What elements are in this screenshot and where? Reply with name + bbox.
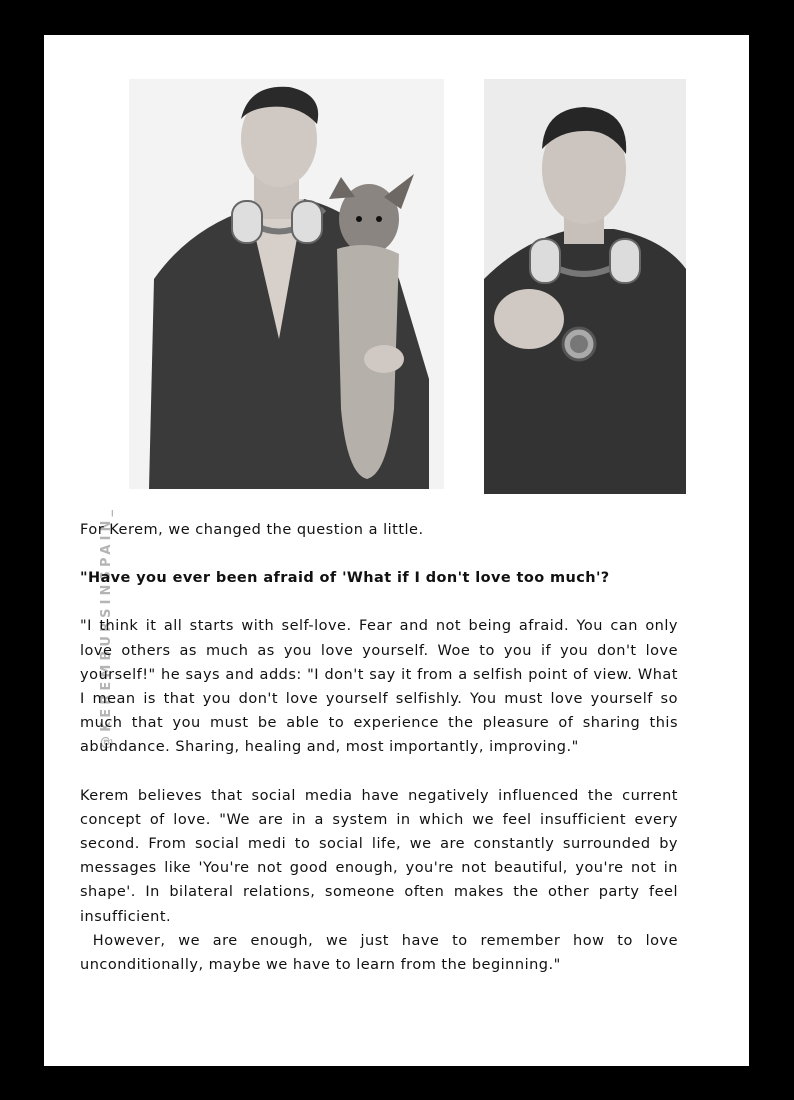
article-body	[80, 505, 684, 977]
article-paragraph-3: However, we are enough, we just have to remember how to love unconditionally, maybe we have to learn from the beginning."	[80, 932, 684, 974]
article-intro: For Kerem, we changed the question a little.	[80, 522, 424, 538]
magazine-page	[44, 35, 749, 1066]
article-paragraph-1: "I think it all starts with self-love. Fear and not being afraid. You can only love others as much as you love yourself. Woe to you if you don't love yourself!" he says and adds: "I don't say it from a selfish point of view. What I mean is that you don't love yourself selfishly. You must love yourself so much that you must be able to experience the pleasure of sharing this abundance. Sharing, healing and, most importantly, improving."	[80, 618, 678, 756]
photo-man-with-dog-image	[129, 79, 444, 489]
photo-man-with-watch-image	[484, 79, 686, 494]
photo-man-with-watch	[484, 79, 686, 494]
article-paragraph-2: Kerem believes that social media have negatively influenced the current concept of love. "We are in a system in which we feel insufficient every second. From social medi to social life, we are constantly surrounded by messages like 'You're not good enough, you're not beautiful, you're not in shape'. In bilateral relations, someone often makes the other party feel insufficient.	[80, 787, 678, 925]
photo-man-with-dog	[129, 79, 444, 489]
article-question: "Have you ever been afraid of 'What if I don't love too much'?	[80, 570, 610, 587]
watermark-handle: @KEREMBURSINSPAIN_	[99, 505, 114, 749]
